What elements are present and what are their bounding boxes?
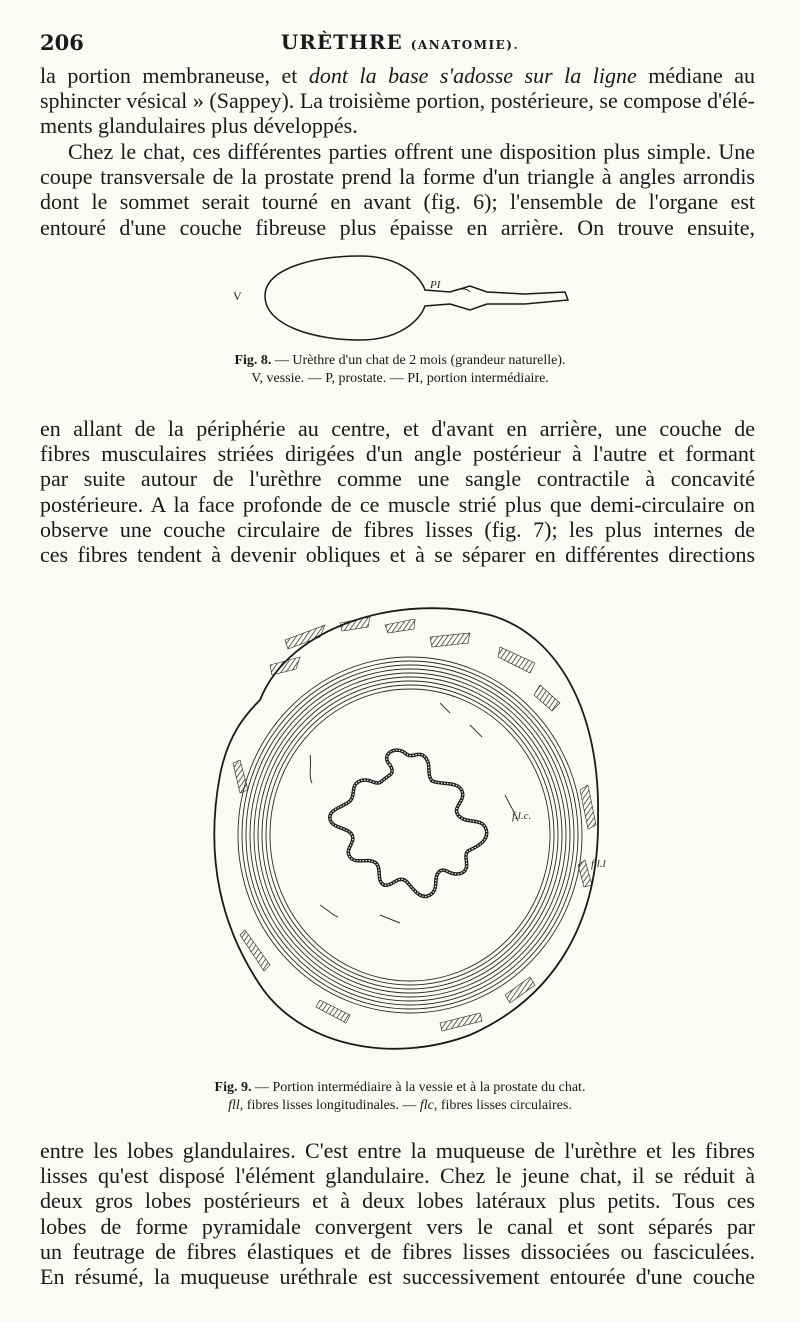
figure-9-caption-line-1 [0,1079,800,1097]
caption-text: fibres lisses longitudinales. — [243,1098,420,1113]
paragraph-line: observe une couche circulaire de fibres lisses (fig. 7); les plus internes de [40,516,755,542]
paragraph-line: fibres musculaires striées dirigées d'un angle postérieur à l'autre et formant [40,441,755,467]
figure-8-caption [0,352,800,388]
paragraph-line: entre les lobes glandulaires. C'est entre la muqueuse de l'urèthre et les fibres [40,1138,755,1163]
mucosa-inner-line [330,750,487,896]
paragraph-1 [40,63,755,139]
paragraph-line: lisses qu'est disposé l'élément glandulaire. Chez le jeune chat, il se réduit à [40,1163,755,1189]
paragraph-line: Chez le chat, ces différentes parties offrent une disposition plus simple. Une [68,139,755,164]
paragraph-line: entouré d'une couche fibreuse plus épaisse en arrière. On trouve ensuite, [40,214,755,240]
paragraph-line: sphincter vésical » (Sappey). La troisième portion, postérieure, se compose d'élé- [40,88,755,114]
figure-8-label-pi: PI [430,279,441,291]
caption-abbreviation: flc, [419,1098,438,1113]
caption-abbreviation: fll, [228,1098,244,1113]
caption-text: fibres lisses circulaires. [437,1098,572,1113]
urethral-mucosa-lumen [330,750,487,896]
figure-9-cross-section-drawing [200,585,610,1070]
running-title-sub: (ANATOMIE). [410,38,520,52]
paragraph-line: par suite autour de l'urèthre comme une sangle contractile à concavité [40,466,755,492]
paragraph-line: postérieure. A la face profonde de ce muscle strié plus que demi-circulaire on [40,491,755,517]
circular-smooth-fibers [238,657,582,1013]
paragraph-line: lobes de forme pyramidale convergent vers le canal et sont séparés par [40,1213,755,1239]
caption-text: — Portion intermédiaire à la vessie et à la prostate du chat. [251,1080,586,1095]
figure-9-caption-line-2 [0,1097,800,1115]
figure-label: Fig. 9. [214,1080,252,1095]
figure-8-caption-line-2: V, vessie. — P, prostate. — PI, portion intermédiaire. [251,371,549,386]
running-title [40,30,760,54]
paragraph-line: un feutrage de fibres élastiques et de fibres lisses dissociées ou fasciculées. [40,1238,755,1264]
figure-9-label-flc: f.l.c. [512,810,532,822]
figure-9-caption [0,1079,800,1115]
paragraph-3 [40,416,755,567]
urethra-outline [265,256,568,340]
paragraph-2 [40,139,755,240]
paragraph-line: coupe transversale de la prostate prend la forme d'un triangle à angles arrondis [40,164,755,190]
paragraph-line: ces fibres tendent à devenir obliques et à se séparer en différentes directions [40,542,755,568]
paragraph-line: dont le sommet serait tourné en avant (fig. 6); l'ensemble de l'organe est [40,189,755,215]
paragraph-line: En résumé, la muqueuse uréthrale est successivement entourée d'une couche [40,1264,755,1290]
figure-9-label-fll: f.l.l [591,858,606,870]
running-title-main: URÈTHRE [280,30,403,54]
text-run: la portion membraneuse, et [40,63,309,88]
paragraph-line: ments glandulaires plus développés. [40,113,358,139]
paragraph-4 [40,1138,755,1289]
paragraph-line [40,63,755,88]
page-number: 206 [40,30,84,55]
figure-label: Fig. 8. [234,353,272,368]
paragraph-line: deux gros lobes postérieurs et à deux lobes latéraux plus petits. Tous ces [40,1188,755,1214]
outer-muscle-fragments [233,617,596,1031]
paragraph-line: en allant de la périphérie au centre, et d'avant en arrière, une couche de [40,416,755,441]
running-header [40,28,760,58]
caption-text: — Urèthre d'un chat de 2 mois (grandeur naturelle). [271,353,566,368]
figure-8-label-v: V [233,289,242,303]
figure-8-caption-line-1 [0,352,800,370]
figure-8-urethra-drawing [225,248,575,348]
text-run: médiane au [636,63,755,88]
italic-text-run: dont la base s'adosse sur la ligne [308,63,637,88]
